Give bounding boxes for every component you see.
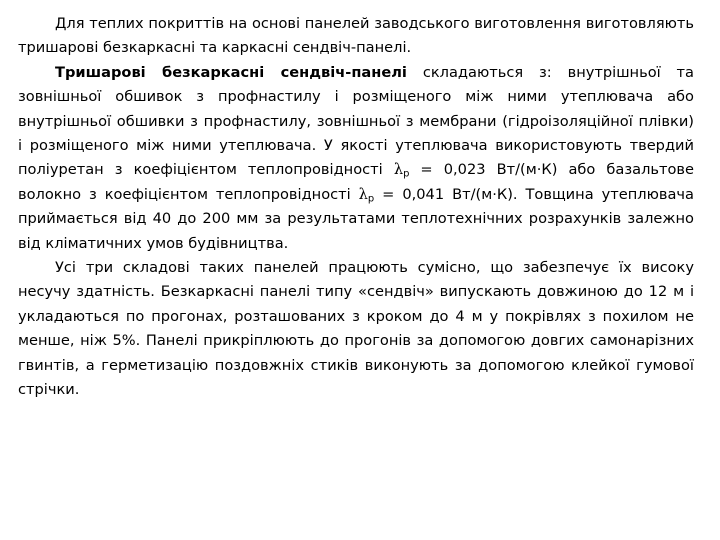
- lambda-subscript-polyurethane: р: [403, 168, 410, 180]
- paragraph-text-thickness: . Товщина утеплювача приймається від 40 до 200 мм за результатами теплотехнічних розрахунків залежно від кліматичних умов будівництва.: [18, 185, 694, 252]
- lambda-symbol-basalt: λ: [358, 185, 368, 203]
- document-page: [18, 12, 694, 403]
- bold-term-three-layer-panels: Тришарові безкаркасні сендвіч-панелі: [55, 63, 407, 81]
- lambda-symbol-polyurethane: λ: [393, 161, 404, 179]
- paragraph-text-basalt: або базальтове волокно з коефіцієнтом теплопровідності: [18, 161, 695, 203]
- lambda-subscript-basalt: р: [367, 193, 375, 205]
- paragraph-intro: Для теплих покриттів на основі панелей заводського виготовлення виготовляють тришарові безкаркасні та каркасні сендвіч-панелі.: [18, 15, 694, 57]
- paragraph-panel-installation: Усі три складові таких панелей працюють сумісно, що забезпечує їх високу несучу здатність. Безкаркасні панелі типу «сендвіч» випускають довжиною до 12 м і укладаються по прогонах, розташованих з кроком до 4 м у покрівлях з похилом не менше, ніж 5%. Панелі прикріплюють до прогонів за допомогою довгих самонарізних гвинтів, а герметизацію поздовжніх стиків виконують за допомогою клейкої гумової стрічки.: [18, 259, 694, 399]
- paragraph-text-composition: складаються з: внутрішньої та зовнішньої обшивок з профнастилу і розміщеного між ними утеплювача або внутрішньої обшивки з профнастилу, зовнішньої з мембрани (гідроізоляційної плівки) і розміщеного між ними утеплювача. У якості утеплювача використовують твердий поліуретан з коефіцієнтом теплопровідності: [18, 63, 695, 179]
- conductivity-value-polyurethane: = 0,023 Вт/(м·К): [409, 161, 558, 179]
- paragraph-three-layer-panels: [18, 61, 694, 256]
- conductivity-value-basalt: = 0,041 Вт/(м·К): [374, 185, 513, 203]
